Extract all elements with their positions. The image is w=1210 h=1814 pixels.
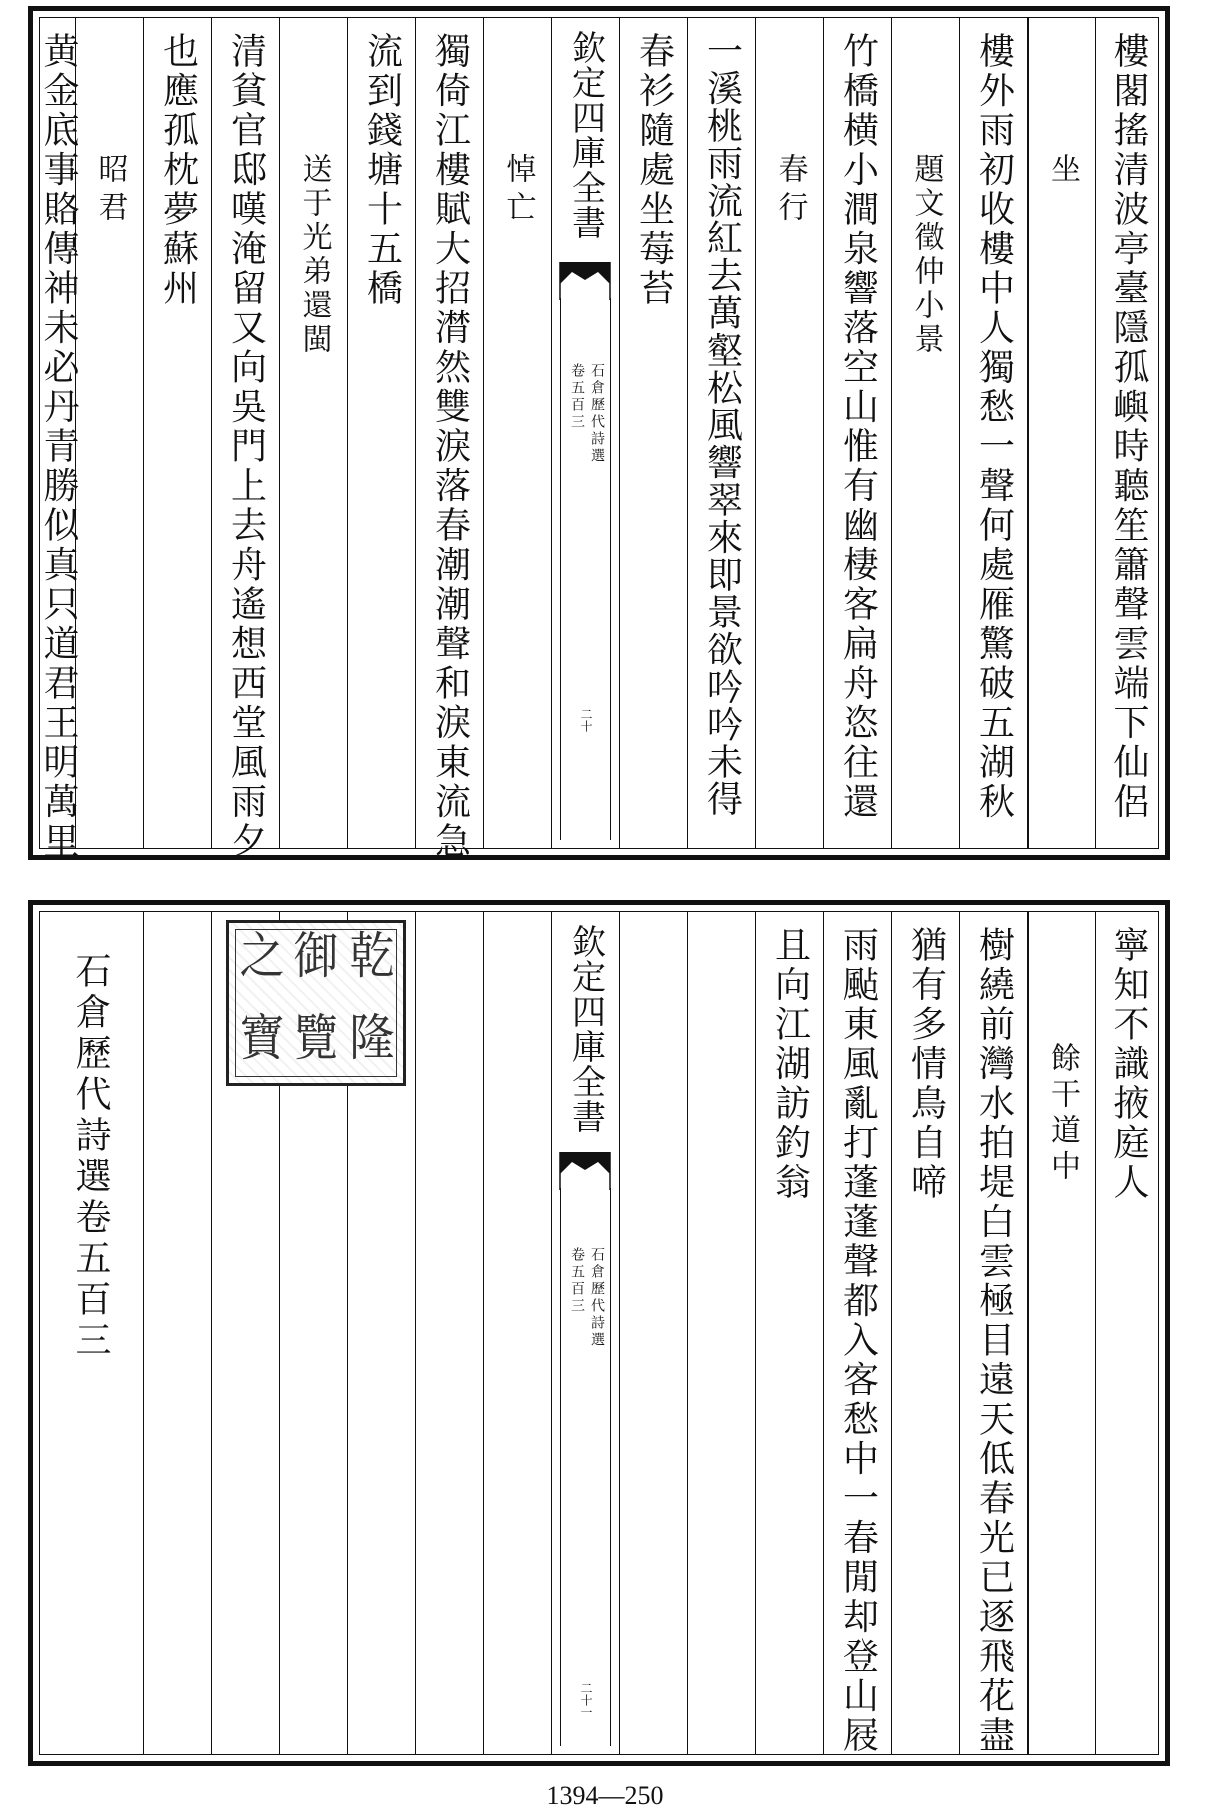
- top-page-frame: [38, 17, 1159, 862]
- column: [688, 912, 756, 1754]
- seal-char: 御: [293, 927, 339, 985]
- page-number: 1394—250: [546, 1781, 664, 1810]
- poem-line: 且向江湖訪釣翁: [769, 926, 811, 1203]
- poem-title: 悼亡: [500, 153, 536, 229]
- poem-line: 清貧官邸嘆淹留又向吳門上去舟遙想西堂風雨夕: [225, 32, 267, 862]
- column: [756, 18, 824, 848]
- poem-line: 寧知不識掖庭人: [1108, 926, 1149, 1203]
- poem-line: 竹橋横小澗泉響落空山惟有幽棲客扁舟恣往還: [837, 32, 879, 822]
- column: [620, 912, 688, 1754]
- column: [1028, 912, 1096, 1754]
- folio-number: 二十: [579, 708, 593, 732]
- center-gutter: [552, 912, 620, 1754]
- volume-end-colophon: 石倉歷代詩選卷五百三: [70, 952, 111, 1362]
- fish-tail-ornament: [552, 1150, 618, 1190]
- column: [212, 18, 280, 862]
- top-page-panel: [28, 6, 1170, 860]
- poem-line: 猶有多情鳥自啼: [905, 926, 947, 1203]
- poem-line: 樓閣搖清波亭臺隱孤嶼時聽笙簫聲雲端下仙侶: [1108, 32, 1149, 822]
- column: [416, 18, 484, 862]
- book-name: 石倉歷代詩選: [589, 363, 605, 465]
- column: [144, 912, 212, 1754]
- volume-label: 卷五百三: [569, 363, 585, 431]
- folio-number: 二十一: [579, 1682, 593, 1718]
- book-series-title: 欽定四庫全書: [565, 30, 606, 240]
- column: [484, 18, 552, 848]
- poem-line: 樓外雨初收樓中人獨愁一聲何處雁驚破五湖秋: [973, 32, 1015, 822]
- column: [1096, 912, 1160, 1754]
- column: [688, 18, 756, 848]
- column: [484, 912, 552, 1754]
- column: [76, 18, 144, 848]
- bottom-page-frame: [39, 911, 1159, 1755]
- poem-line: 樹繞前灣水拍堤白雲極目遠天低春光已逐飛花盡: [973, 926, 1015, 1756]
- poem-title: 春行: [772, 153, 808, 229]
- column: [1096, 18, 1160, 848]
- poem-title: 餘干道中: [1045, 1042, 1080, 1186]
- column: [620, 18, 688, 848]
- column: [824, 912, 892, 1754]
- poem-line: 雨颭東風亂打蓬蓬聲都入客愁中一春閒却登山屐: [837, 926, 879, 1756]
- poem-line: 一溪桃雨流紅去萬壑松風響翠來即景欲吟吟未得: [701, 32, 743, 818]
- column: [960, 912, 1028, 1754]
- volume-label: 卷五百三: [569, 1247, 585, 1315]
- bottom-page-panel: [28, 900, 1170, 1766]
- seal-char: 寶: [239, 1009, 285, 1067]
- poem-line: 也應孤枕夢蘇州: [157, 32, 199, 309]
- poem-title: 昭君: [92, 153, 128, 229]
- poem-line: 黄金底事賂傳神未必丹青勝似真只道君王明萬里: [38, 32, 79, 862]
- center-gutter: [552, 18, 620, 848]
- column: [348, 18, 416, 848]
- poem-title: 送于光弟還閩: [296, 153, 332, 357]
- seal-char: 隆: [349, 1009, 395, 1067]
- seal-char: 之: [239, 927, 285, 985]
- seal-char: 覽: [293, 1009, 339, 1067]
- poem-title: 坐: [1045, 153, 1080, 191]
- poem-line: 春衫隨處坐莓苔: [633, 32, 675, 309]
- column: [892, 18, 960, 848]
- poem-line: 流到錢塘十五橋: [361, 32, 403, 309]
- column: [38, 18, 79, 862]
- column: [280, 18, 348, 848]
- book-series-title: 欽定四庫全書: [565, 924, 606, 1134]
- column: [960, 18, 1028, 848]
- book-name: 石倉歷代詩選: [589, 1247, 605, 1349]
- seal-char: 乾: [349, 927, 395, 985]
- imperial-seal: [226, 920, 406, 1086]
- column: [40, 912, 144, 1754]
- column: [144, 18, 212, 848]
- fish-tail-ornament: [552, 260, 618, 300]
- column: [1028, 18, 1096, 848]
- column: [824, 18, 892, 848]
- column: [892, 912, 960, 1754]
- column: [756, 912, 824, 1754]
- poem-line: 獨倚江樓賦大招潸然雙淚落春潮潮聲和淚東流急: [429, 32, 471, 862]
- poem-title: 題文徵仲小景: [908, 153, 944, 357]
- column: [416, 912, 484, 1754]
